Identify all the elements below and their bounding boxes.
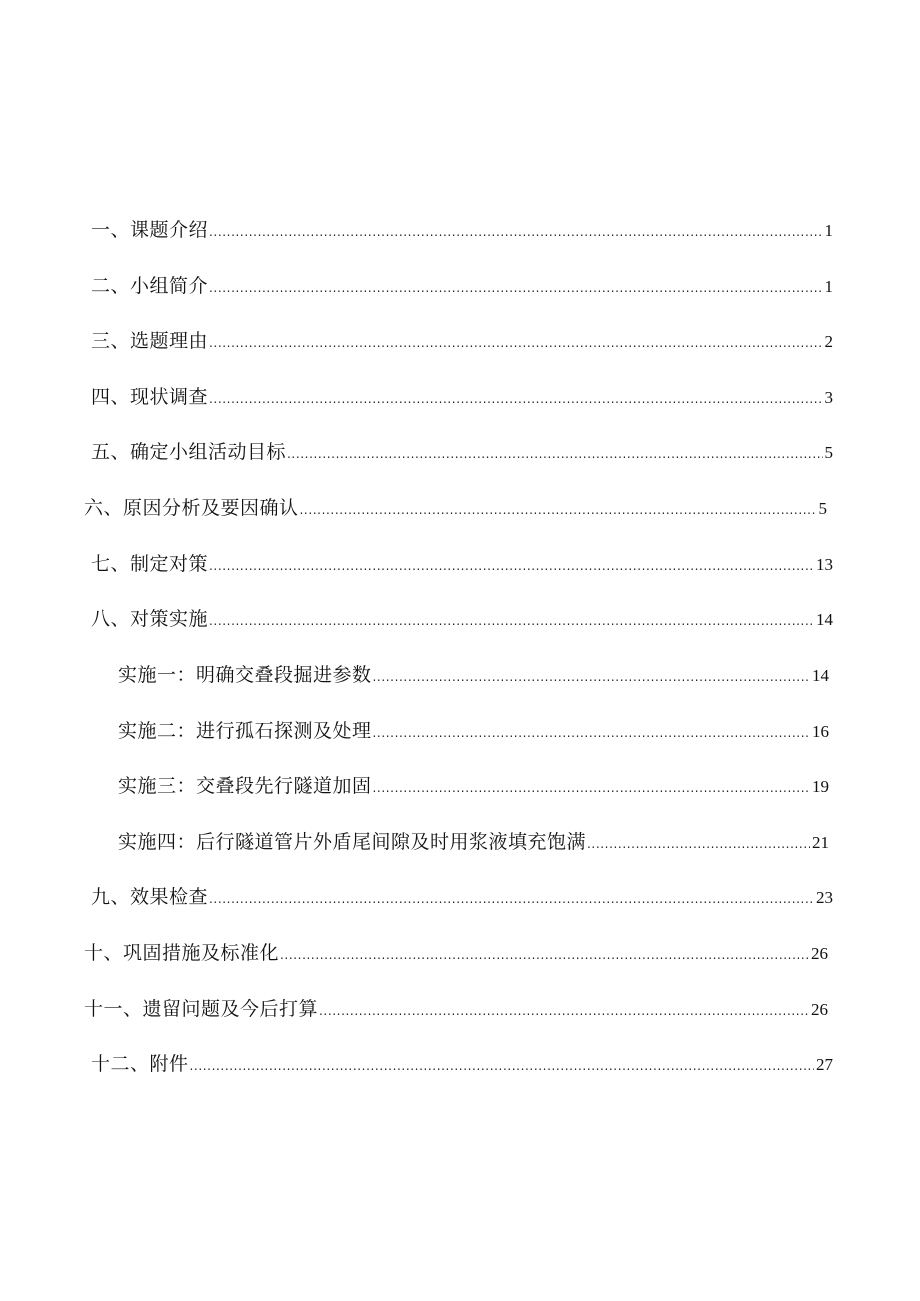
toc-entry-title: 十一、遗留问题及今后打算: [84, 998, 319, 1020]
toc-entry-page: 2: [824, 332, 833, 351]
toc-entry-title: 五、确定小组活动目标: [91, 441, 287, 463]
toc-entry-page: 23: [816, 888, 833, 907]
toc-entry-page: 16: [812, 722, 829, 741]
toc-leader-dots: [587, 829, 810, 859]
toc-entry-page: 13: [816, 555, 833, 574]
toc-entry-11[interactable]: [84, 994, 828, 1024]
toc-leader-dots: [209, 551, 814, 581]
toc-entry-page: 1: [824, 221, 833, 240]
toc-entry-title: 三、选题理由: [91, 330, 209, 352]
toc-entry-3[interactable]: [91, 326, 833, 356]
toc-entry-8-2[interactable]: [118, 716, 829, 746]
toc-entry-title: 四、现状调查: [91, 386, 209, 408]
toc-entry-page: 5: [818, 499, 827, 518]
toc-leader-dots: [209, 273, 822, 303]
toc-leader-dots: [209, 217, 822, 247]
toc-entry-9[interactable]: [91, 882, 833, 912]
toc-entry-title: 二、小组简介: [91, 275, 209, 297]
toc-entry-title: 八、对策实施: [91, 608, 209, 630]
toc-entry-title: 实施二：进行孤石探测及处理: [118, 720, 372, 742]
toc-entry-7[interactable]: [91, 549, 833, 579]
toc-entry-page: 21: [812, 833, 829, 852]
toc-entry-page: 1: [824, 277, 833, 296]
toc-leader-dots: [209, 606, 814, 636]
toc-leader-dots: [373, 718, 810, 748]
toc-entry-title: 实施一：明确交叠段掘进参数: [118, 664, 372, 686]
toc-entry-title: 十二、附件: [91, 1053, 189, 1075]
toc-entry-8[interactable]: [91, 604, 833, 634]
toc-entry-title: 实施四：后行隧道管片外盾尾间隙及时用浆液填充饱满: [118, 831, 587, 853]
toc-entry-10[interactable]: [84, 938, 828, 968]
toc-leader-dots: [373, 773, 810, 803]
toc-entry-title: 一、课题介绍: [91, 219, 209, 241]
toc-entry-title: 实施三：交叠段先行隧道加固: [118, 775, 372, 797]
toc-entry-12[interactable]: [91, 1049, 833, 1079]
toc-leader-dots: [373, 662, 810, 692]
toc-entry-title: 七、制定对策: [91, 553, 209, 575]
toc-leader-dots: [280, 940, 809, 970]
toc-entry-1[interactable]: [91, 215, 833, 245]
toc-entry-8-3[interactable]: [118, 771, 829, 801]
toc-entry-page: 14: [816, 610, 833, 629]
toc-entry-5[interactable]: [91, 437, 833, 467]
toc-leader-dots: [209, 884, 814, 914]
toc-entry-title: 十、巩固措施及标准化: [84, 942, 280, 964]
toc-leader-dots: [209, 328, 822, 358]
toc-entry-page: 3: [824, 388, 833, 407]
toc-entry-4[interactable]: [91, 382, 833, 412]
toc-entry-title: 九、效果检查: [91, 886, 209, 908]
toc-entry-8-1[interactable]: [118, 660, 829, 690]
toc-entry-8-4[interactable]: [118, 827, 829, 857]
toc-entry-page: 19: [812, 777, 829, 796]
toc-entry-page: 26: [811, 944, 828, 963]
toc-entry-page: 5: [824, 443, 833, 462]
toc-entry-page: 26: [811, 1000, 828, 1019]
toc-leader-dots: [300, 495, 817, 525]
toc-entry-page: 27: [816, 1055, 833, 1074]
toc-entry-2[interactable]: [91, 271, 833, 301]
toc-entry-6[interactable]: [84, 493, 827, 523]
toc-leader-dots: [209, 384, 822, 414]
toc-leader-dots: [319, 996, 809, 1026]
toc-entry-title: 六、原因分析及要因确认: [84, 497, 299, 519]
toc-leader-dots: [190, 1051, 814, 1081]
toc-leader-dots: [287, 439, 822, 469]
toc-entry-page: 14: [812, 666, 829, 685]
